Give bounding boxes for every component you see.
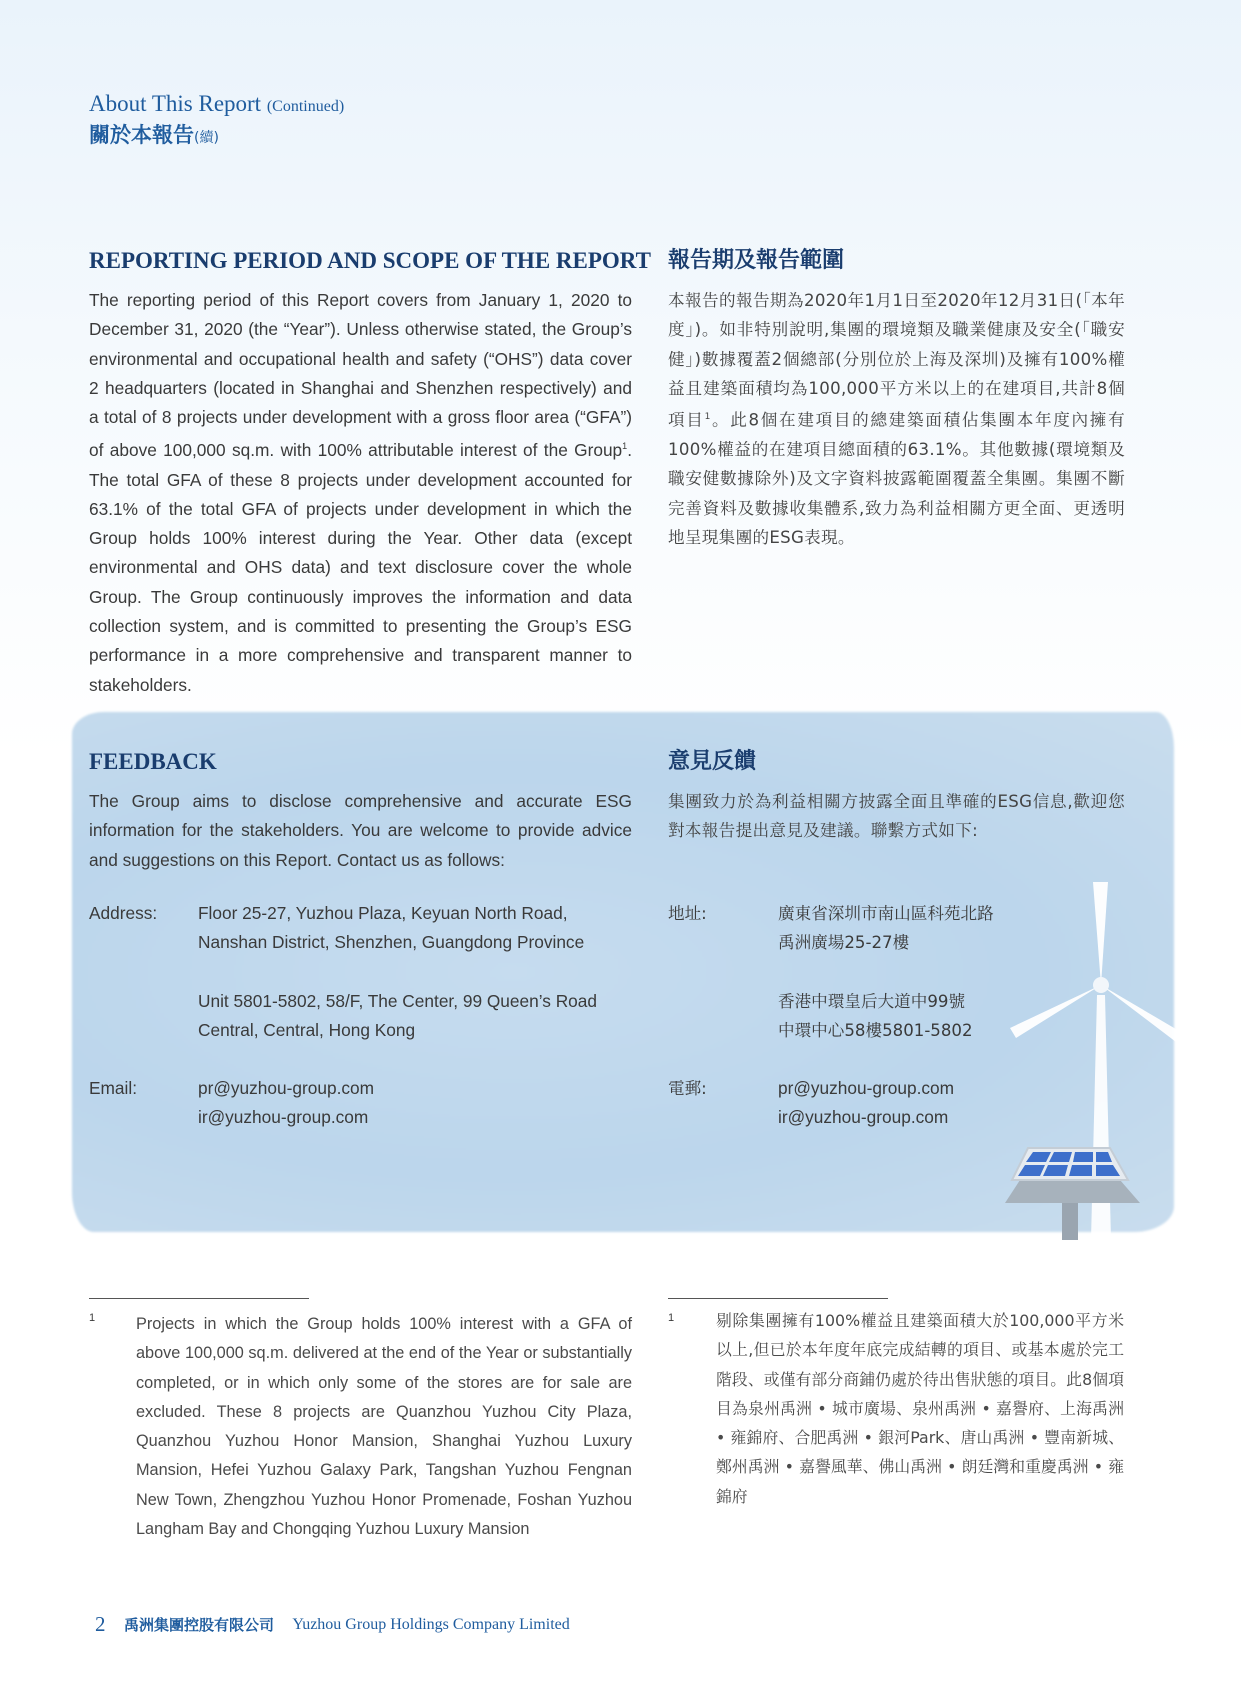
email-pr-link-en[interactable]: pr@yuzhou-group.com [198,1078,375,1098]
header-continued-zh: (續) [194,130,219,146]
address-1-line1: Floor 25-27, Yuzhou Plaza, Keyuan North Road, [198,903,568,923]
reporting-heading-en: REPORTING PERIOD AND SCOPE OF THE REPORT [89,248,651,273]
header-title-zh [89,121,344,152]
feedback-heading-en: FEEDBACK [89,749,217,774]
footnote-divider-zh [668,1298,888,1299]
address-zh-1-line2: 禹洲廣場25-27樓 [778,933,910,952]
email-ir-link-en[interactable]: ir@yuzhou-group.com [198,1107,369,1127]
footnote-ref-en: 1 [622,441,628,452]
header-title-en-text: About This Report [89,91,262,116]
footnote-mark-en: 1 [89,1312,96,1324]
header-title-zh-text: 關於本報告 [89,123,194,147]
feedback-heading-zh: 意見反饋 [668,749,757,774]
feedback-section-zh [668,748,1125,846]
address-label-zh: 地址: [668,904,707,923]
reporting-section-en [89,247,651,700]
address-2-line2: Central, Central, Hong Kong [198,1020,416,1040]
reporting-section-zh [668,247,1125,552]
address-zh-1-line1: 廣東省深圳市南山區科苑北路 [778,904,994,923]
company-name-en: Yuzhou Group Holdings Company Limited [292,1615,570,1633]
page-footer [95,1612,570,1637]
reporting-body-en-part1: The reporting period of this Report covers from January 1, 2020 to December 31, 2020 (the “Year”). Unless otherwise stated, the Group’s environmental and occupational health and safety (“OHS”) data cover 2 headquarters (located in Shanghai and Shenzhen respectively) and a total of 8 projects under development with a gross floor area (“GFA”) of above 100,000 sq.m. with 100% attributable interest of the Group [89,290,632,461]
email-label-en: Email: [89,1078,138,1098]
footnote-divider-en [89,1298,309,1299]
feedback-body-zh: 集團致力於為利益相關方披露全面且準確的ESG信息,歡迎您對本報告提出意見及建議。聯繫方式如下: [668,792,1125,841]
address-2-line1: Unit 5801-5802, 58/F, The Center, 99 Queen’s Road [198,991,598,1011]
page-header [89,90,344,152]
company-name-zh: 禹洲集團控股有限公司 [123,1616,274,1634]
reporting-body-zh-part2: 。此8個在建項目的總建築面積佔集團本年度內擁有100%權益的在建項目總面積的63.1%。其他數據(環境類及職安健數據除外)及文字資料披露範圍覆蓋全集團。集團不斷完善資料及數據收集體系,致力為利益相關方更全面、更透明地呈現集團的ESG表現。 [668,410,1125,547]
reporting-body-en [89,286,632,700]
reporting-body-zh [668,286,1125,552]
address-zh-2-line1: 香港中環皇后大道中99號 [778,992,966,1011]
address-1-line2: Nanshan District, Shenzhen, Guangdong Province [198,932,585,952]
header-title-en [89,90,344,121]
reporting-heading-zh: 報告期及報告範圍 [668,248,845,273]
email-label-zh: 電郵: [668,1079,707,1098]
feedback-body-en: The Group aims to disclose comprehensive and accurate ESG information for the stakeholders. You are welcome to provide advice and suggestions on this Report. Contact us as follows: [89,791,632,870]
solar-panel-icon [1005,1148,1140,1240]
reporting-body-en-part2: . The total GFA of these 8 projects under development accounted for 63.1% of the total GFA of projects under development in which the Group holds 100% interest during the Year. Other data (except environmental and OHS data) and text disclosure cover the whole Group. The Group continuously improves the information and data collection system, and is committed to presenting the Group’s ESG performance in a more comprehensive and transparent manner to stakeholders. [89,440,632,695]
page-number: 2 [95,1612,106,1636]
address-label-en: Address: [89,903,158,923]
email-ir-link-zh[interactable]: ir@yuzhou-group.com [778,1107,949,1127]
address-zh-2-line2: 中環中心58樓5801-5802 [778,1021,973,1040]
footnote-mark-zh: 1 [668,1312,675,1324]
header-continued-en: (Continued) [266,98,345,115]
footnote-text-zh: 剔除集團擁有100%權益且建築面積大於100,000平方米以上,但已於本年度年底完成結轉的項目、或基本處於完工階段、或僅有部分商鋪仍處於待出售狀態的項目。此8個項目為泉州禹洲 • 城市廣場、泉州禹洲 • 嘉譽府、上海禹洲 • 雍錦府、合肥禹洲 • 銀河Park、唐山禹洲 • 豐南新城、鄭州禹洲 • 嘉譽風華、佛山禹洲 • 朗廷灣和重慶禹洲 • 雍錦府 [716,1311,1124,1506]
email-pr-link-zh[interactable]: pr@yuzhou-group.com [778,1078,955,1098]
reporting-body-zh-part1: 本報告的報告期為2020年1月1日至2020年12月31日(「本年度」)。如非特別說明,集團的環境類及職業健康及安全(「職安健」)數據覆蓋2個總部(分別位於上海及深圳)及擁有100%權益且建築面積均為100,000平方米以上的在建項目,共計8個項目 [668,291,1125,430]
footnote-text-en: Projects in which the Group holds 100% interest with a GFA of above 100,000 sq.m. delivered at the end of the Year or substantially completed, or in which only some of the stores are for sale are excluded. These 8 projects are Quanzhou Yuzhou City Plaza, Quanzhou Yuzhou Honor Mansion, Shanghai Yuzhou Luxury Mansion, Hefei Yuzhou Galaxy Park, Tangshan Yuzhou Fengnan New Town, Zhengzhou Yuzhou Honor Promenade, Foshan Yuzhou Langham Bay and Chongqing Yuzhou Luxury Mansion [136,1315,632,1539]
renewable-energy-illustration [990,880,1190,1240]
feedback-section-en [89,748,632,875]
footnote-ref-zh: 1 [704,412,711,423]
